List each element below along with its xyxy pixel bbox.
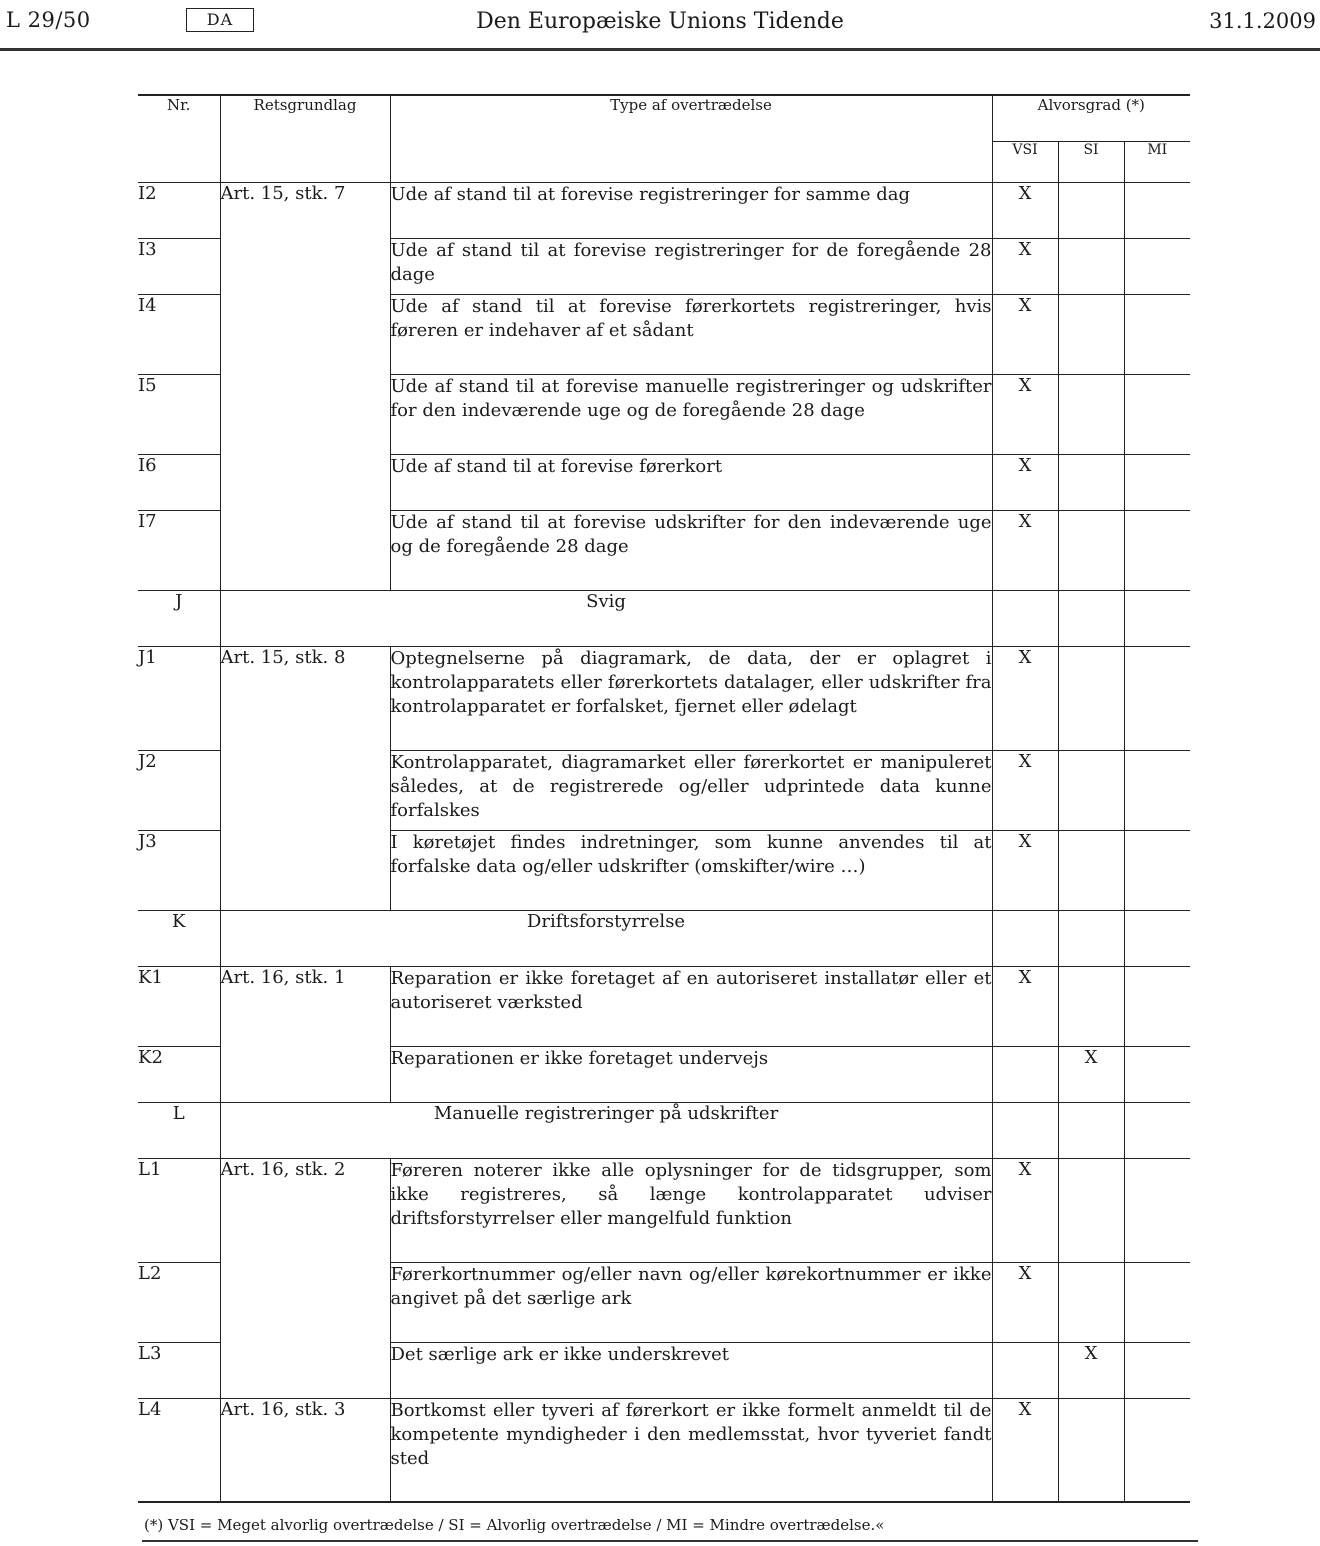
row-number: L1 bbox=[138, 1158, 220, 1262]
row-number: L2 bbox=[138, 1262, 220, 1342]
table-row bbox=[138, 1398, 1190, 1502]
journal-title: Den Europæiske Unions Tidende bbox=[476, 9, 844, 34]
severity-mi-mark bbox=[1124, 510, 1190, 590]
severity-si-mark bbox=[1058, 510, 1124, 590]
severity-mi-mark bbox=[1124, 750, 1190, 830]
severity-mi-mark bbox=[1124, 590, 1190, 646]
severity-vsi-mark: X bbox=[992, 966, 1058, 1046]
severity-si-mark bbox=[1058, 966, 1124, 1046]
publication-date: 31.1.2009 bbox=[1209, 9, 1316, 33]
row-number: J1 bbox=[138, 646, 220, 750]
column-header-si: SI bbox=[1058, 141, 1124, 182]
severity-vsi-mark: X bbox=[992, 238, 1058, 294]
infringement-description: Ude af stand til at forevise registreringer for samme dag bbox=[390, 182, 992, 238]
severity-vsi-mark: X bbox=[992, 454, 1058, 510]
severity-si-mark bbox=[1058, 646, 1124, 750]
row-number: L3 bbox=[138, 1342, 220, 1398]
severity-si-mark bbox=[1058, 182, 1124, 238]
section-row bbox=[138, 910, 1190, 966]
section-letter: J bbox=[138, 590, 220, 646]
row-number: L4 bbox=[138, 1398, 220, 1502]
section-letter: K bbox=[138, 910, 220, 966]
row-number: I3 bbox=[138, 238, 220, 294]
severity-si-mark bbox=[1058, 1398, 1124, 1502]
severity-mi-mark bbox=[1124, 294, 1190, 374]
severity-si-mark bbox=[1058, 454, 1124, 510]
infringement-description: Reparation er ikke foretaget af en autoriseret installatør eller et autoriseret værksted bbox=[390, 966, 992, 1046]
severity-mi-mark bbox=[1124, 454, 1190, 510]
infringement-description: Ude af stand til at forevise manuelle registreringer og udskrifter for den indeværende uge og de foregående 28 dage bbox=[390, 374, 992, 454]
severity-mi-mark bbox=[1124, 1262, 1190, 1342]
severity-vsi-mark bbox=[992, 1102, 1058, 1158]
severity-vsi-mark bbox=[992, 910, 1058, 966]
infringement-description: Ude af stand til at forevise udskrifter for den indeværende uge og de foregående 28 dage bbox=[390, 510, 992, 590]
severity-si-mark bbox=[1058, 590, 1124, 646]
severity-mi-mark bbox=[1124, 830, 1190, 910]
table-header-row bbox=[138, 95, 1190, 141]
severity-si-mark bbox=[1058, 238, 1124, 294]
row-number: K1 bbox=[138, 966, 220, 1046]
page-header bbox=[0, 0, 1320, 52]
row-number: K2 bbox=[138, 1046, 220, 1102]
legal-basis-cell: Art. 15, stk. 7 bbox=[220, 182, 390, 590]
row-number: I5 bbox=[138, 374, 220, 454]
header-rule bbox=[0, 48, 1320, 51]
column-header-mi: MI bbox=[1124, 141, 1190, 182]
severity-vsi-mark: X bbox=[992, 750, 1058, 830]
severity-si-mark bbox=[1058, 374, 1124, 454]
severity-si-mark: X bbox=[1058, 1046, 1124, 1102]
severity-vsi-mark: X bbox=[992, 374, 1058, 454]
infringement-description: Førerkortnummer og/eller navn og/eller kørekortnummer er ikke angivet på det særlige ark bbox=[390, 1262, 992, 1342]
severity-mi-mark bbox=[1124, 646, 1190, 750]
severity-vsi-mark: X bbox=[992, 646, 1058, 750]
severity-si-mark: X bbox=[1058, 1342, 1124, 1398]
row-number: J3 bbox=[138, 830, 220, 910]
severity-mi-mark bbox=[1124, 1158, 1190, 1262]
infringement-table bbox=[138, 94, 1190, 1503]
severity-mi-mark bbox=[1124, 1398, 1190, 1502]
row-number: I2 bbox=[138, 182, 220, 238]
severity-vsi-mark: X bbox=[992, 1158, 1058, 1262]
language-badge: DA bbox=[186, 8, 254, 32]
severity-vsi-mark bbox=[992, 1046, 1058, 1102]
row-number: I7 bbox=[138, 510, 220, 590]
severity-mi-mark bbox=[1124, 966, 1190, 1046]
infringement-description: Ude af stand til at forevise registreringer for de foregående 28 dage bbox=[390, 238, 992, 294]
infringement-description: Bortkomst eller tyveri af førerkort er ikke formelt anmeldt til de kompetente myndigheder i den medlemsstat, hvor tyveriet fandt sted bbox=[390, 1398, 992, 1502]
infringement-description: Ude af stand til at forevise førerkort bbox=[390, 454, 992, 510]
table-row bbox=[138, 646, 1190, 750]
severity-mi-mark bbox=[1124, 1342, 1190, 1398]
severity-mi-mark bbox=[1124, 910, 1190, 966]
legal-basis-cell: Art. 16, stk. 1 bbox=[220, 966, 390, 1102]
section-row bbox=[138, 1102, 1190, 1158]
infringement-description: Kontrolapparatet, diagramarket eller førerkortet er manipuleret således, at de registrerede og/eller udprintede data kunne forfalskes bbox=[390, 750, 992, 830]
severity-si-mark bbox=[1058, 294, 1124, 374]
severity-vsi-mark: X bbox=[992, 294, 1058, 374]
infringement-description: Reparationen er ikke foretaget undervejs bbox=[390, 1046, 992, 1102]
severity-vsi-mark bbox=[992, 1342, 1058, 1398]
infringement-description: Optegnelserne på diagramark, de data, der er oplagret i kontrolapparatets eller førerkortets datalager, eller udskrifter fra kontrolapparatet er forfalsket, fjernet eller ødelagt bbox=[390, 646, 992, 750]
row-number: J2 bbox=[138, 750, 220, 830]
column-header-vsi: VSI bbox=[992, 141, 1058, 182]
severity-mi-mark bbox=[1124, 182, 1190, 238]
severity-si-mark bbox=[1058, 910, 1124, 966]
section-title: Manuelle registreringer på udskrifter bbox=[220, 1102, 992, 1158]
severity-vsi-mark: X bbox=[992, 510, 1058, 590]
severity-vsi-mark: X bbox=[992, 1398, 1058, 1502]
severity-footnote: (*) VSI = Meget alvorlig overtrædelse / SI = Alvorlig overtrædelse / MI = Mindre overtrædelse.« bbox=[144, 1516, 885, 1534]
infringement-description: I køretøjet findes indretninger, som kunne anvendes til at forfalske data og/eller udskrifter (omskifter/wire …) bbox=[390, 830, 992, 910]
footnote-rule bbox=[142, 1540, 1198, 1542]
section-title: Driftsforstyrrelse bbox=[220, 910, 992, 966]
severity-vsi-mark bbox=[992, 590, 1058, 646]
severity-si-mark bbox=[1058, 1262, 1124, 1342]
severity-vsi-mark: X bbox=[992, 1262, 1058, 1342]
column-header-nr: Nr. bbox=[138, 95, 220, 182]
severity-mi-mark bbox=[1124, 238, 1190, 294]
severity-mi-mark bbox=[1124, 374, 1190, 454]
row-number: I4 bbox=[138, 294, 220, 374]
section-letter: L bbox=[138, 1102, 220, 1158]
legal-basis-cell: Art. 16, stk. 2 bbox=[220, 1158, 390, 1398]
row-number: I6 bbox=[138, 454, 220, 510]
legal-basis-cell: Art. 15, stk. 8 bbox=[220, 646, 390, 910]
severity-mi-mark bbox=[1124, 1102, 1190, 1158]
column-header-legal-basis: Retsgrundlag bbox=[220, 95, 390, 182]
severity-si-mark bbox=[1058, 1158, 1124, 1262]
infringement-description: Det særlige ark er ikke underskrevet bbox=[390, 1342, 992, 1398]
severity-mi-mark bbox=[1124, 1046, 1190, 1102]
severity-si-mark bbox=[1058, 750, 1124, 830]
legal-basis-cell: Art. 16, stk. 3 bbox=[220, 1398, 390, 1502]
section-row bbox=[138, 590, 1190, 646]
section-title: Svig bbox=[220, 590, 992, 646]
infringement-description: Ude af stand til at forevise førerkortets registreringer, hvis føreren er indehaver af et sådant bbox=[390, 294, 992, 374]
table-row bbox=[138, 966, 1190, 1046]
page-reference: L 29/50 bbox=[6, 8, 91, 32]
infringement-description: Føreren noterer ikke alle oplysninger for de tidsgrupper, som ikke registreres, så længe kontrolapparatet udviser driftsforstyrrelser eller mangelfuld funktion bbox=[390, 1158, 992, 1262]
severity-si-mark bbox=[1058, 830, 1124, 910]
table-row bbox=[138, 182, 1190, 238]
severity-vsi-mark: X bbox=[992, 182, 1058, 238]
severity-vsi-mark: X bbox=[992, 830, 1058, 910]
table-row bbox=[138, 1158, 1190, 1262]
column-header-infringement-type: Type af overtrædelse bbox=[390, 95, 992, 182]
column-header-severity: Alvorsgrad (*) bbox=[992, 95, 1190, 141]
severity-si-mark bbox=[1058, 1102, 1124, 1158]
